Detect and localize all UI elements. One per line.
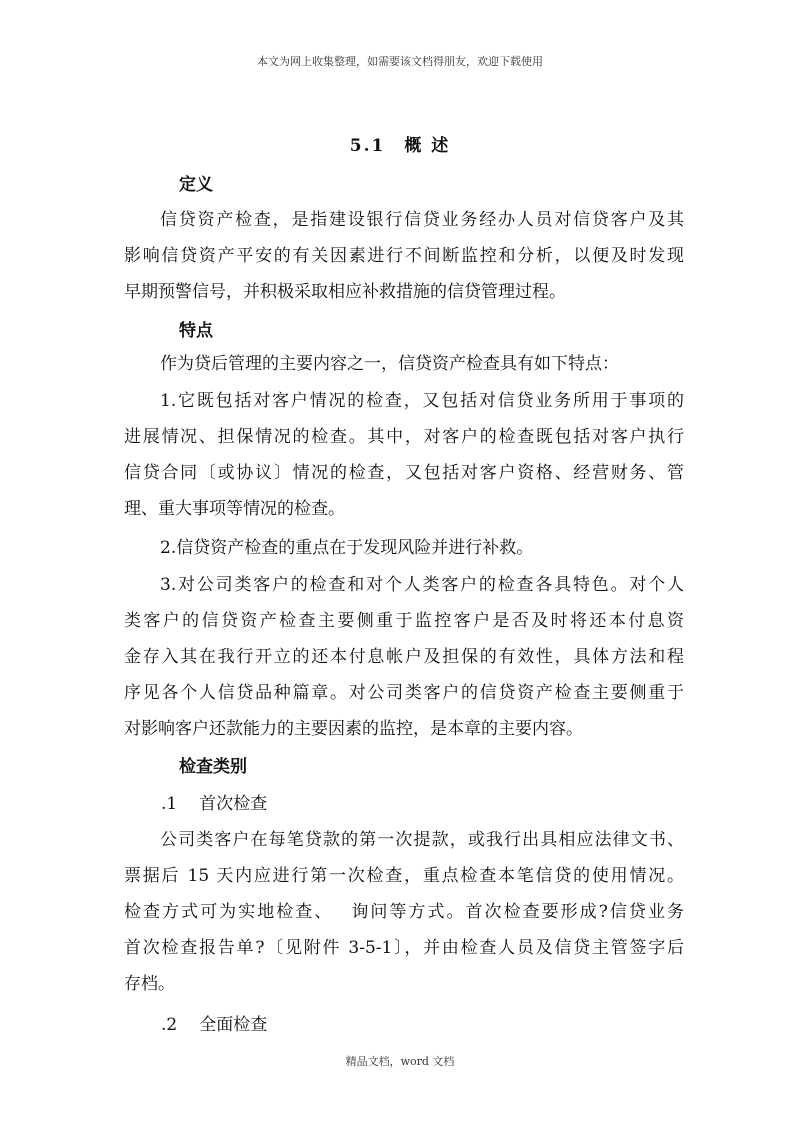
definition-line-2: 影响信贷资产平安的有关因素进行不间断监控和分析，以便及时发现	[124, 246, 684, 266]
footer-note: 精品文档，word 文档	[345, 1055, 455, 1068]
definition-line-1: 信贷资产检查，是指建设银行信贷业务经办人员对信贷客户及其	[160, 210, 684, 230]
full-check-number: .2	[161, 1015, 178, 1035]
features-item1-line-4: 理、重大事项等情况的检查。	[124, 499, 345, 519]
categories-heading: 检查类别	[179, 757, 247, 777]
first-check-heading	[161, 789, 267, 814]
first-check-line-1: 公司类客户在每笔贷款的第一次提款，或我行出具相应法律文书、	[160, 830, 684, 850]
header-note: 本文为网上收集整理，如需要该文档得朋友，欢迎下载使用	[257, 55, 543, 68]
features-item1-line-3: 信贷合同〔或协议〕情况的检查，又包括对客户资格、经营财务、管	[124, 463, 684, 483]
features-item3-line-5: 对影响客户还款能力的主要因素的监控，是本章的主要内容。	[124, 719, 583, 739]
first-check-line-2: 票据后 15 天内应进行第一次检查，重点检查本笔信贷的使用情况。	[124, 866, 684, 886]
page-title: 5.1 概 述	[349, 136, 451, 156]
features-intro: 作为贷后管理的主要内容之一，信贷资产检查具有如下特点：	[160, 354, 619, 374]
features-item1-line-1: 1.它既包括对客户情况的检查，又包括对信贷业务所用于事项的	[160, 391, 684, 411]
first-check-line-5: 存档。	[124, 974, 175, 994]
features-item3-line-3: 金存入其在我行开立的还本付息帐户及担保的有效性，具体方法和程	[124, 647, 684, 667]
full-check-label: 全面检查	[199, 1015, 268, 1035]
features-item3-line-1: 3.对公司类客户的检查和对个人类客户的检查各具特色。对个人	[160, 575, 684, 595]
features-item1-line-2: 进展情况、担保情况的检查。其中，对客户的检查既包括对客户执行	[124, 427, 684, 447]
features-item2: 2.信贷资产检查的重点在于发现风险并进行补救。	[160, 538, 534, 558]
definition-line-3: 早期预警信号，并积极采取相应补救措施的信贷管理过程。	[124, 282, 566, 302]
full-check-heading	[161, 1010, 267, 1035]
first-check-number: .1	[161, 794, 178, 814]
features-heading: 特点	[179, 321, 213, 341]
features-item3-line-4: 序见各个人信贷品种篇章。对公司类客户的信贷资产检查主要侧重于	[124, 683, 684, 703]
first-check-line-4: 首次检查报告单?〔见附件 3-5-1〕，并由检查人员及信贷主管签字后	[124, 938, 684, 958]
first-check-line-3: 检查方式可为实地检查、 询问等方式。首次检查要形成?信贷业务	[124, 902, 684, 922]
first-check-label: 首次检查	[199, 794, 268, 814]
definition-heading: 定义	[179, 175, 213, 195]
features-item3-line-2: 类客户的信贷资产检查主要侧重于监控客户是否及时将还本付息资	[124, 611, 684, 631]
